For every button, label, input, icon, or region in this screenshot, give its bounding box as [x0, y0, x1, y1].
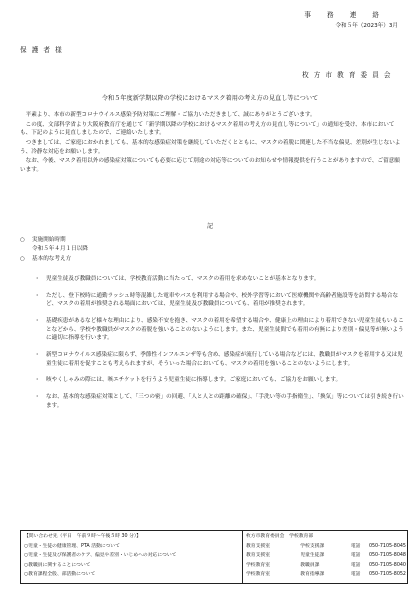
section-basic-policy — [20, 255, 404, 264]
contact-topic: ○教育課程全般、部活動について — [24, 572, 96, 577]
circle-bullet-icon: ○ — [20, 256, 25, 262]
list-item — [20, 351, 404, 368]
list-item — [20, 393, 404, 410]
contact-dept: 教育支援室 — [246, 543, 270, 549]
contact-row — [246, 542, 406, 552]
contact-topics — [24, 532, 242, 580]
contact-org: 枚方市教育委員会 学校教育部 — [246, 534, 314, 539]
body-paragraph: つきましては、ご家庭におかれましても、基本的な感染症対策を継続していただくとともに、マスクの着脱に関連した不当な偏見、差別が生じないよう、冷静な対応をお願いします。 — [20, 139, 401, 155]
dot-bullet-icon: ・ — [34, 377, 40, 384]
contact-departments — [246, 532, 406, 580]
contact-topic: ○児童・生徒の健康管理、PTA 活動について — [24, 543, 120, 549]
section-start-date — [20, 236, 404, 253]
contact-dept: 学校教育室 — [246, 572, 270, 577]
list-item — [20, 376, 404, 385]
list-item-text: 新型コロナウイルス感染症に限らず、季節性インフルエンザ等も含め、感染症が流行している場合などには、教職員がマスクを着用する又は児童生徒に着用を促すことも考えられますが、そういった場合においても、マスクの着用を強いることのないようにします。 — [46, 351, 403, 367]
phone-number[interactable]: 050-7105-8048 — [368, 553, 406, 558]
dot-bullet-icon: ・ — [34, 292, 40, 299]
phone-number[interactable]: 050-7105-8052 — [368, 572, 406, 577]
document-type: 事 務 連 絡 — [304, 11, 386, 19]
phone-number[interactable]: 050-7105-8040 — [368, 562, 406, 568]
circle-bullet-icon: ○ — [20, 237, 25, 243]
contact-dept: 教育支援室 — [246, 553, 270, 558]
dot-bullet-icon: ・ — [34, 276, 40, 282]
body-paragraph: この度、文部科学省より大阪府教育庁を通じて「新学期以降の学校におけるマスク着用の考え方の見直し等について」の通知を受け、本市においても、下記のように見直しましたので、ご連絡いたします。 — [20, 121, 395, 137]
contact-section: 学校支援課 — [300, 543, 325, 549]
contact-topic: ○教職員に関することについて — [24, 562, 91, 568]
sender: 枚 方 市 教 育 委 員 会 — [302, 71, 392, 79]
list-item-text: なお、基本的な感染症対策として、「三つの密」の回避、「人と人との距離の確保」、「手洗い等の手指衛生」、「換気」等については引き続き行います。 — [46, 393, 404, 409]
section-heading: 実施開始時期 — [32, 237, 66, 243]
section-heading: 基本的な考え方 — [32, 256, 72, 262]
contact-section: 児童生徒課 — [300, 553, 325, 558]
document-title: 令和５年度新学期以降の学校におけるマスク着用の考え方の見直し等について — [101, 95, 319, 102]
list-item-text: 基礎疾患があるなど様々な理由により、感染不安を抱き、マスクの着用を希望する場合や、健康上の理由により着用できない児童生徒もいることなどから、学校や教職員がマスクの着脱を強いることのないようにします。また、児童生徒間でも着用の有無により差別・偏見等が無いように適切に指導を行います。 — [46, 317, 404, 342]
addressee: 保 護 者 様 — [20, 46, 64, 54]
dot-bullet-icon: ・ — [34, 393, 40, 400]
list-item — [20, 292, 404, 309]
dot-bullet-icon: ・ — [34, 351, 40, 358]
body-paragraph: なお、今後、マスク着用以外の感染症対策についても必要に応じて別途の対応等についてのお知らせや情報提供を行うことがありますので、ご留意願います。 — [20, 158, 400, 173]
dot-bullet-icon: ・ — [34, 317, 40, 324]
list-item-text: ただし、登下校時に通勤ラッシュ時等混雑した電車やバスを利用する場合や、校外学習等において医療機関や高齢者施設等を訪問する場合など、マスクの着用が推奨される場面においては、児童生徒及び教職員についても、着用が推奨されます。 — [46, 292, 399, 308]
phone-label: 電話 — [350, 562, 361, 568]
phone-number[interactable]: 050-7105-8045 — [368, 543, 406, 549]
body-text — [20, 111, 404, 176]
contact-row — [246, 551, 406, 561]
phone-label: 電話 — [350, 572, 361, 577]
contact-row — [246, 570, 406, 580]
phone-label: 電話 — [350, 543, 361, 549]
phone-label: 電話 — [350, 553, 361, 558]
list-item — [20, 317, 404, 343]
document-date: 令和５年（2023年）3月 — [335, 23, 398, 29]
policy-list — [20, 275, 404, 418]
contact-dept: 学校教育室 — [246, 562, 270, 568]
contact-heading: 【問い合わせ先（平日 午前９時～午後５時 30 分）】 — [24, 534, 142, 539]
ki-heading: 記 — [206, 223, 213, 230]
contact-section: 教育指導課 — [300, 572, 325, 577]
contact-row — [246, 561, 406, 571]
contact-box — [20, 530, 408, 584]
contact-topic: ○児童・生徒及び保護者のケア、偏見や差別・いじめへの対応について — [24, 553, 177, 558]
section-content: 令和５年４月１日以降 — [32, 245, 88, 252]
list-item-text: 児童生徒及び教職員については、学校教育活動に当たって、マスクの着用を求めないことが基本となります。 — [46, 276, 320, 282]
contact-section: 教職員課 — [300, 562, 320, 568]
contact-divider — [242, 531, 243, 583]
list-item — [20, 275, 404, 284]
list-item-text: 咳やくしゃみの際には、咳エチケットを行うよう児童生徒に指導します。ご家庭においても、ご協力をお願いします。 — [46, 377, 342, 384]
body-paragraph: 平素より、本市の新型コロナウイルス感染予防対策にご理解・ご協力いただきまして、誠にありがとうございます。 — [20, 112, 316, 118]
